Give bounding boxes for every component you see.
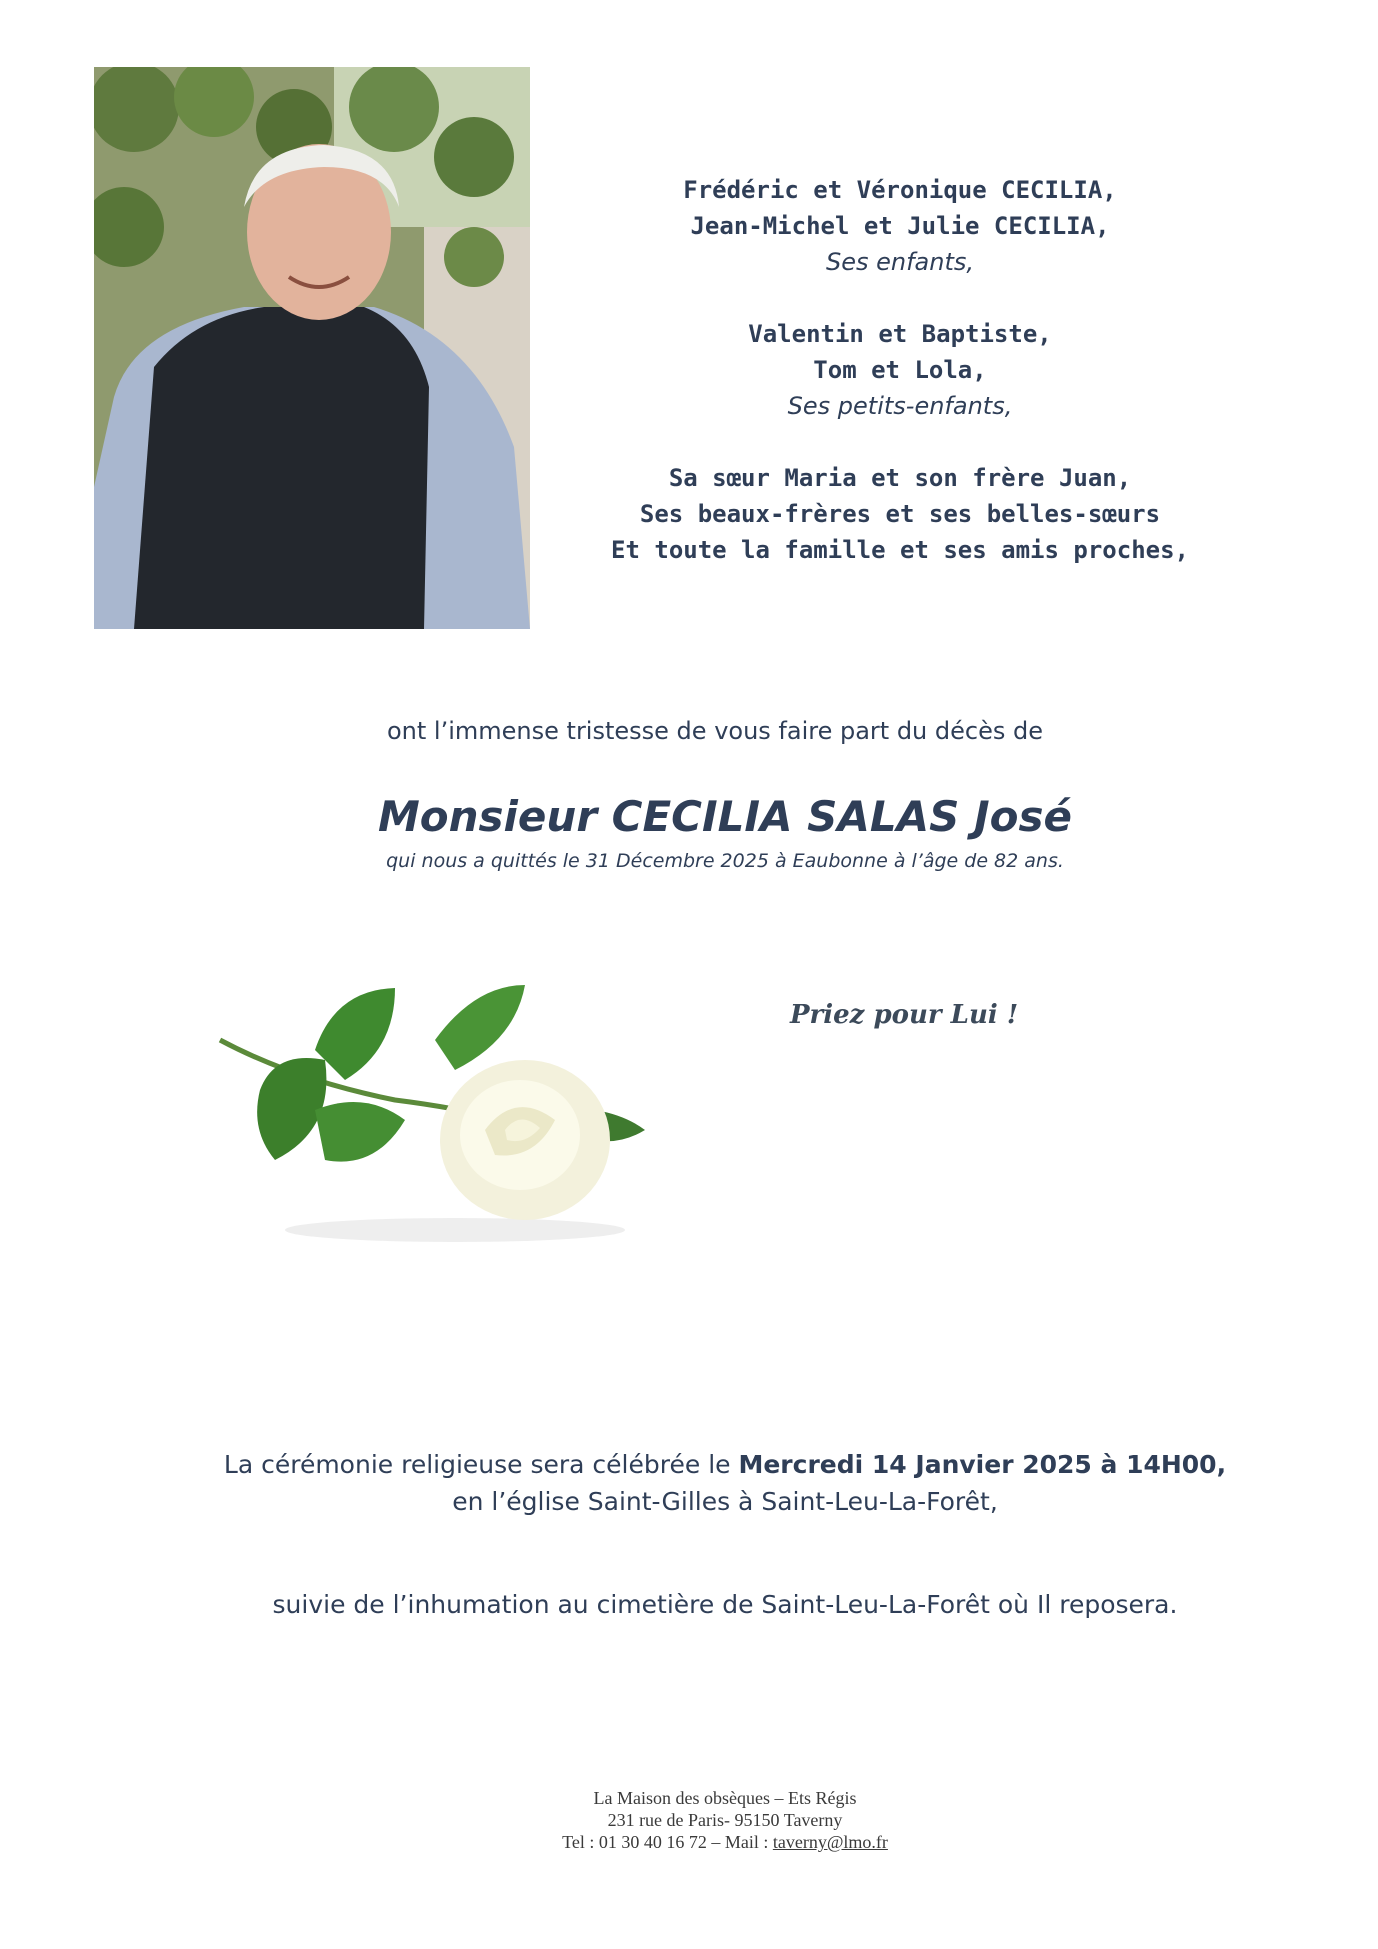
ceremony-intro: La cérémonie religieuse sera célébrée le (223, 1450, 739, 1479)
ceremony-info (0, 1446, 1378, 1520)
footer-company: La Maison des obsèques – Ets Régis (593, 1788, 857, 1808)
grandchildren-line-2: Tom et Lola, (813, 356, 987, 384)
portrait-photo (94, 67, 530, 629)
footer-address: 231 rue de Paris- 95150 Taverny (607, 1810, 843, 1830)
burial-text: suivie de l’inhumation au cimetière de Saint-Leu-La-Forêt où Il reposera. (272, 1590, 1178, 1619)
ceremony-date: Mercredi 14 Janvier 2025 à 14H00, (738, 1450, 1227, 1479)
ceremony-place: en l’église Saint-Gilles à Saint-Leu-La-Forêt, (452, 1487, 998, 1516)
siblings-line-1: Sa sœur Maria et son frère Juan, (668, 464, 1132, 492)
grandchildren-role: Ses petits-enfants, (787, 392, 1013, 420)
footer-phone: Tel : 01 30 40 16 72 – Mail : (562, 1832, 773, 1852)
siblings-line-3: Et toute la famille et ses amis proches, (611, 536, 1189, 564)
siblings-line-2: Ses beaux-frères et ses belles-sœurs (639, 500, 1161, 528)
family-list (590, 172, 1210, 568)
footer-email-link[interactable]: taverny@lmo.fr (772, 1832, 888, 1852)
grandchildren-line-1: Valentin et Baptiste, (748, 320, 1052, 348)
white-rose-image (215, 980, 665, 1250)
funeral-home-footer (0, 1787, 1378, 1853)
death-details: qui nous a quittés le 31 Décembre 2025 à Eaubonne à l’âge de 82 ans. (386, 850, 1064, 872)
children-role: Ses enfants, (825, 248, 975, 276)
deceased-name: Monsieur CECILIA SALAS José (377, 792, 1072, 841)
prayer-text: Priez pour Lui ! (790, 1000, 1019, 1030)
children-line-2: Jean-Michel et Julie CECILIA, (690, 212, 1110, 240)
footer-contact (0, 1831, 1378, 1853)
announcement-text: ont l’immense tristesse de vous faire part du décès de (387, 717, 1043, 745)
children-line-1: Frédéric et Véronique CECILIA, (683, 176, 1117, 204)
